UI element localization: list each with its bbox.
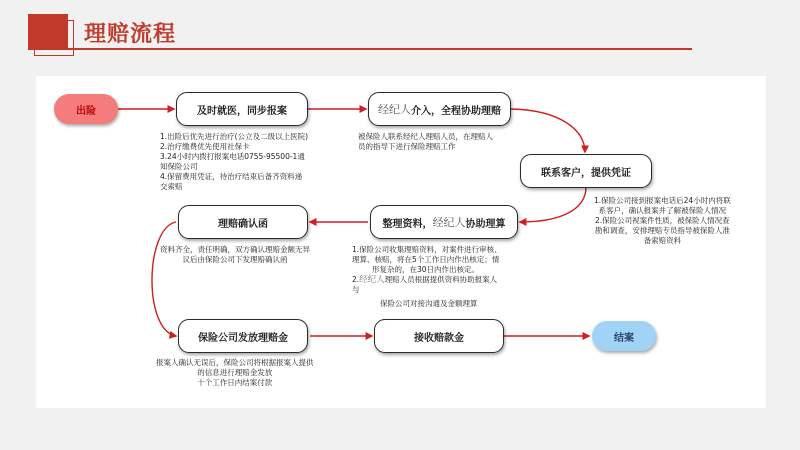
node-receive-payment	[374, 319, 504, 353]
arrow-n3-to-n4	[520, 187, 586, 222]
node-organize-materials	[370, 205, 518, 239]
note-report	[160, 132, 308, 192]
node-contact-customer	[520, 154, 652, 188]
node-organize-broker: 经纪人	[432, 216, 466, 229]
node-confirmation-letter	[178, 205, 308, 239]
node-end	[592, 321, 656, 351]
node-report	[176, 92, 308, 126]
note-contact	[594, 196, 731, 246]
note-payout	[156, 358, 314, 388]
note-line: 被保险人联系经纪人理赔人员，在理赔人	[358, 132, 493, 141]
note-item2-prefix: 2.	[352, 275, 360, 284]
note-line: 2.治疗缴费优先使用社保卡	[160, 142, 250, 151]
note-line: 交索赔	[160, 182, 183, 191]
note-line	[352, 275, 502, 285]
note-line: 4.保留费用凭证，待治疗结束后备齐资料递	[160, 172, 303, 181]
note-line: 2.保险公司视案件性质，被保险人情况查	[595, 216, 730, 225]
note-line: 1.出险后优先进行治疗(公立及二级以上医院)	[160, 132, 309, 141]
node-contact-label: 联系客户，提供凭证	[541, 167, 631, 179]
node-start	[54, 94, 118, 124]
node-organize-prefix: 整理资料，	[382, 218, 433, 230]
node-organize-suffix: 协助理算	[465, 218, 506, 230]
note-line: 知保险公司	[160, 162, 198, 171]
node-payout-label: 保险公司发放理赔金	[198, 332, 288, 344]
arrow-n2-to-n3	[511, 109, 585, 152]
note-item2-text: 理赔人员根据提供资料协助报案人	[384, 275, 498, 284]
note-line: 形复杂的，在30日内作出核定。	[372, 265, 480, 274]
note-line: 议后由保险公司下发理赔确认函	[182, 255, 288, 264]
node-broker-intervene	[368, 92, 511, 126]
note-broker	[358, 132, 493, 152]
note-line: 3.24小时内拨打报案电话0755-95500-1通	[160, 152, 305, 161]
node-receive-label: 接收赔款金	[414, 332, 464, 344]
note-line: 与	[352, 285, 360, 294]
node-start-label: 出险	[76, 105, 96, 117]
node-report-label: 及时就医，同步报案	[197, 105, 287, 117]
note-line: 保险公司对接沟通及金额理算	[380, 299, 478, 308]
node-insurer-payout	[178, 319, 308, 353]
note-line: 员的指导下进行保险理赔工作	[358, 142, 456, 151]
note-line: 备索赔资料	[643, 236, 682, 245]
note-line: 系客户，确认报案并了解被保险人情况	[598, 206, 727, 215]
note-line: 十个工作日内结案付款	[197, 378, 273, 387]
note-line: 报案人确认无误后，保险公司将根据报案人提供	[156, 358, 314, 367]
note-line: 理算、核赔，将在5个工作日内作出核定；情	[352, 255, 500, 264]
node-end-label: 结案	[614, 332, 634, 344]
note-line: 1.保险公司收集理赔资料，对案件进行审核、	[352, 245, 502, 254]
node-confirmation-label: 理赔确认函	[218, 218, 268, 230]
node-broker-prefix: 经纪人	[378, 103, 411, 116]
arrow-n5-to-n6	[152, 222, 176, 336]
note-item2-broker: 经纪人	[359, 275, 385, 285]
page-title: 理赔流程	[84, 21, 177, 47]
note-line: 1.保险公司接到报案电话后24小时内将联	[594, 196, 731, 205]
note-line: 勘和调查，安排理赔专员指导被保险人准	[594, 226, 730, 235]
note-line: 资料齐全，责任明确，双方确认理赔金额无异	[160, 245, 310, 254]
note-confirmation	[160, 245, 310, 265]
note-line: 的信息进行理赔金发放	[197, 368, 273, 377]
note-organize	[352, 245, 502, 309]
node-broker-label: 介入，全程协助理赔	[411, 105, 501, 117]
